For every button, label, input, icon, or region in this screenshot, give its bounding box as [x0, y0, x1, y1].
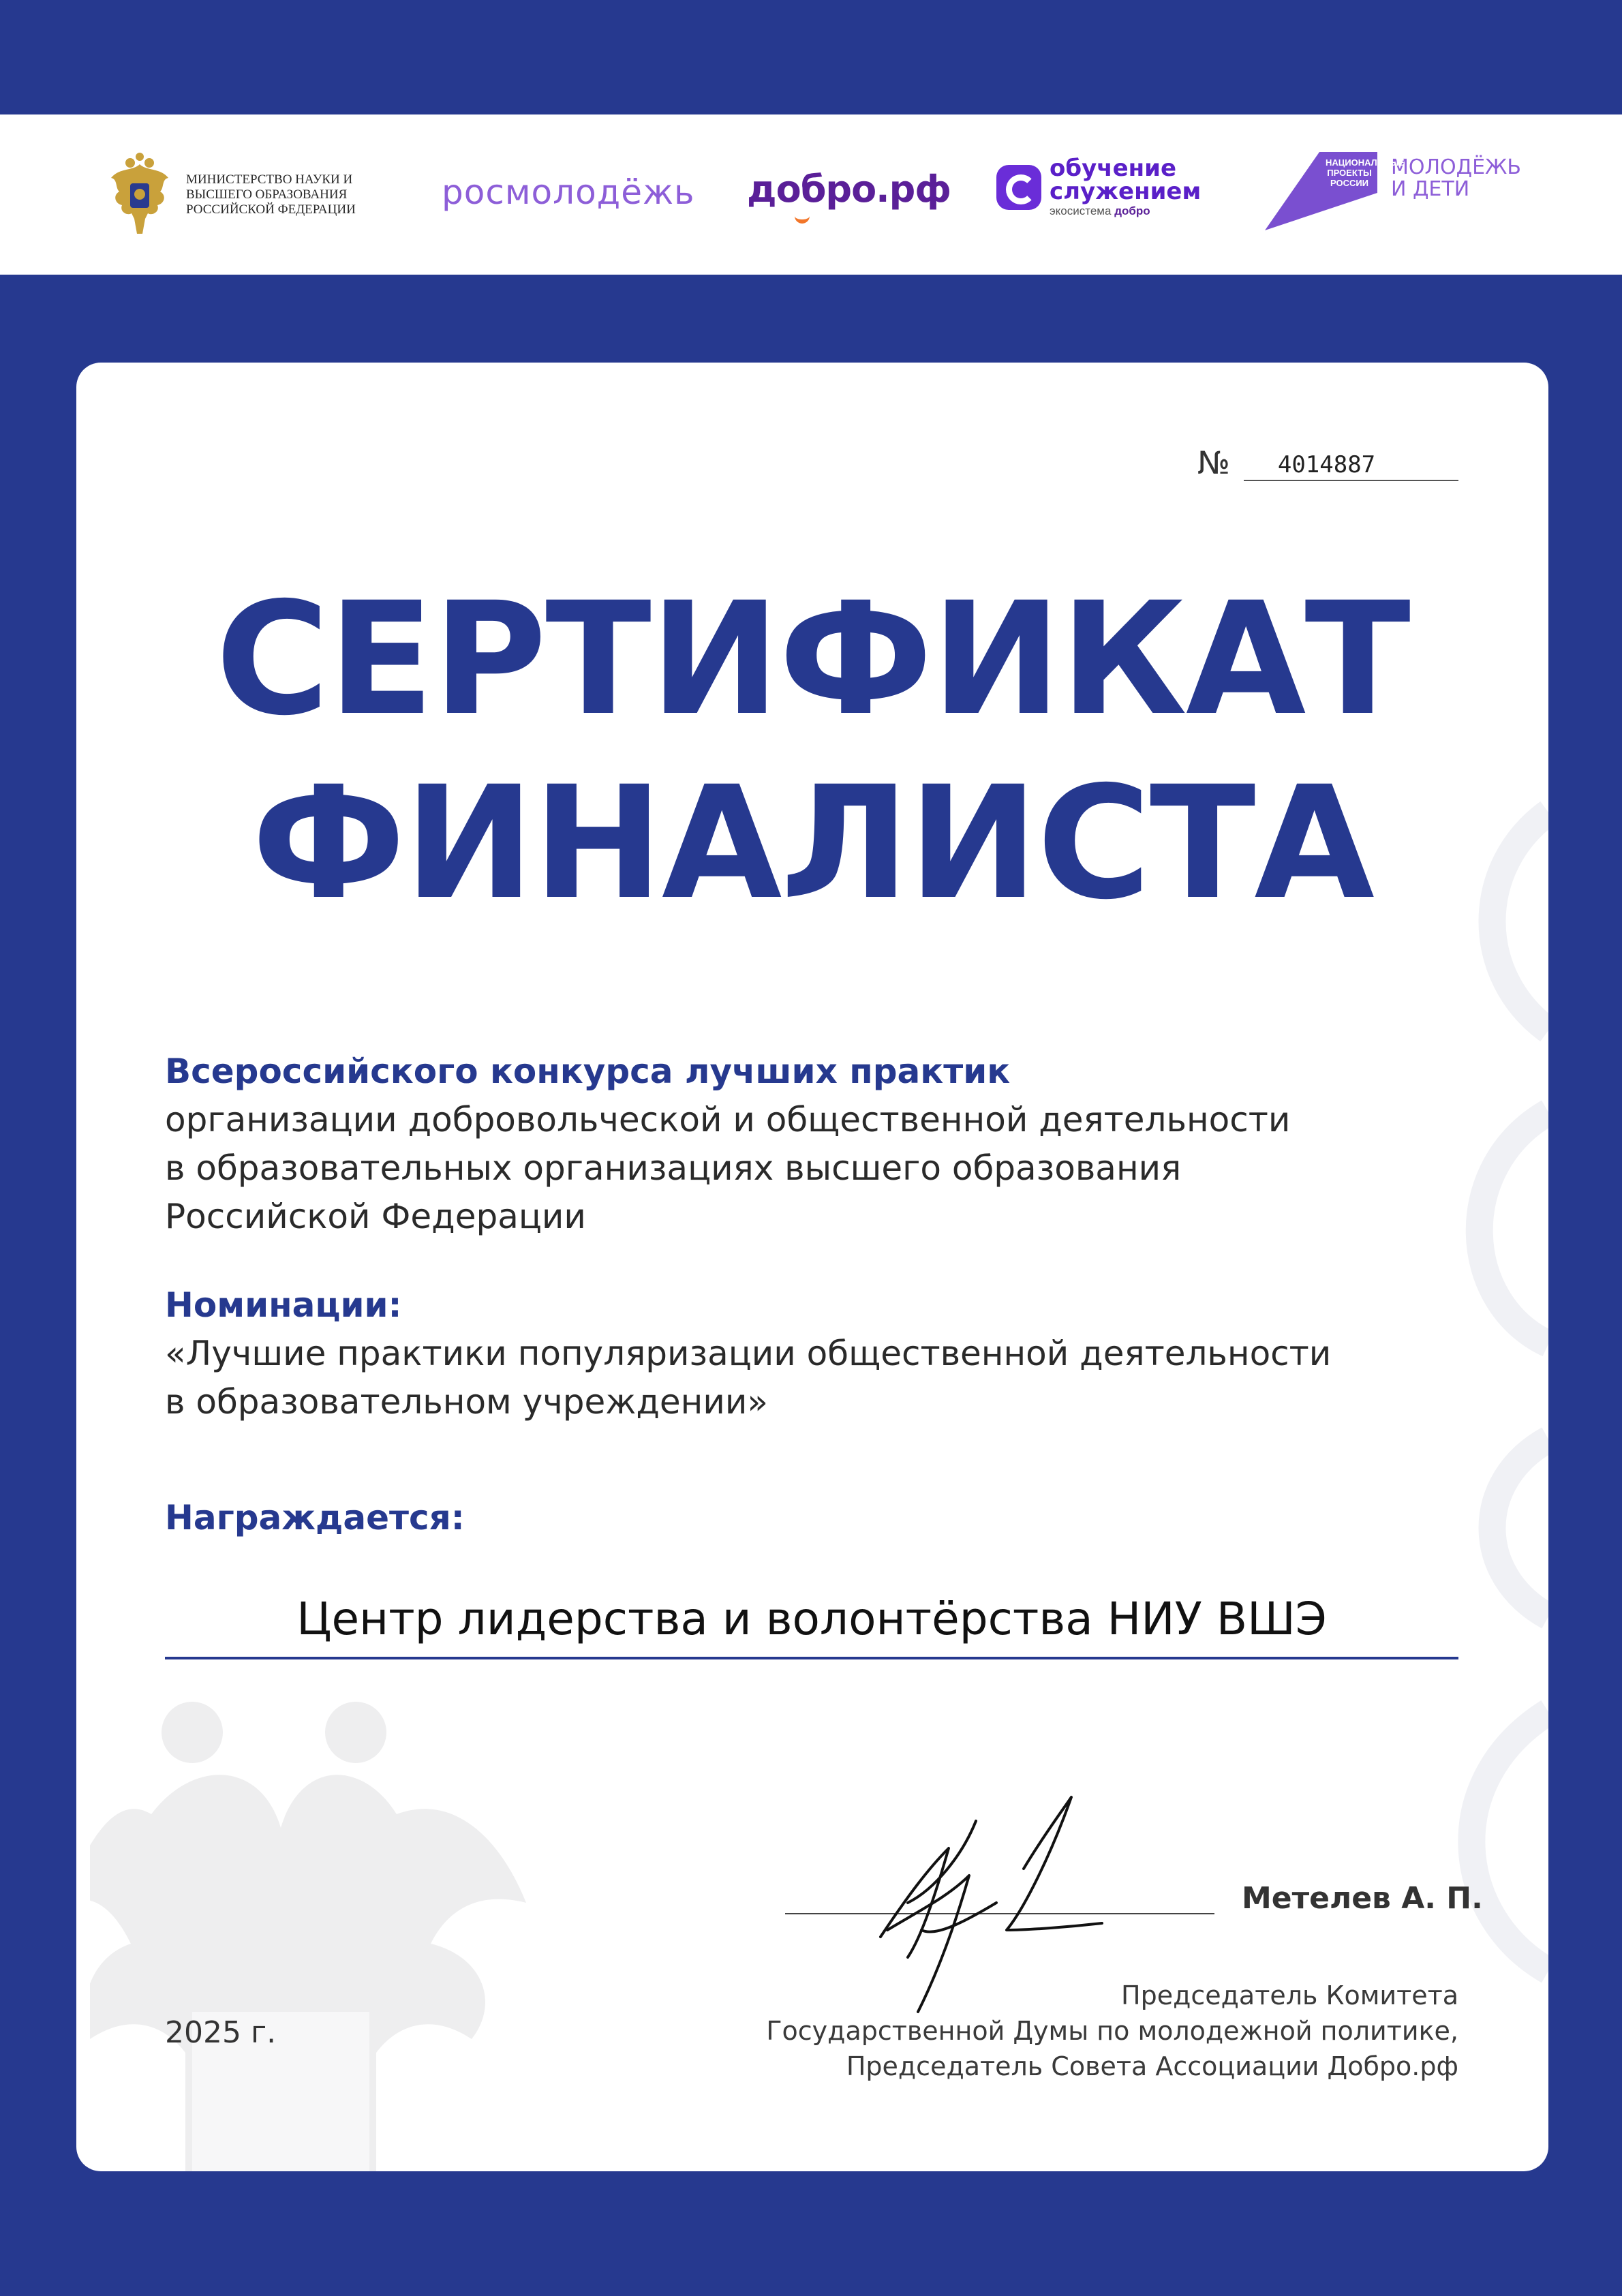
obuchenie-sub-text: экосистема [1050, 204, 1112, 217]
role-line: Председатель Комитета [1121, 1980, 1458, 2010]
awardee-name: Центр лидерства и волонтёрства НИУ ВШЭ [165, 1579, 1458, 1659]
nomination-line: в образовательном учреждении» [165, 1382, 768, 1422]
title-line1: СЕРТИФИКАТ [215, 568, 1409, 750]
logo-bar [0, 114, 1622, 275]
top-band [0, 0, 1622, 114]
nomination-heading: Номинации: [165, 1285, 402, 1325]
dobro-logo [747, 168, 951, 211]
ministry-logo [106, 149, 363, 241]
obuchenie-subtitle [1050, 204, 1201, 218]
certificate-card [76, 363, 1548, 2171]
role-line: Председатель Совета Ассоциации Добро.рф [846, 2051, 1458, 2081]
nomination-block [165, 1281, 1460, 1426]
coat-of-arms-icon [106, 151, 174, 239]
obuchenie-sub-brand: добро [1114, 204, 1150, 217]
awarded-heading: Награждается: [165, 1498, 465, 1537]
natproj-logo-icon [1265, 152, 1405, 230]
certificate-year: 2025 г. [165, 2015, 277, 2050]
signer-role [766, 1978, 1458, 2084]
contest-line: организации добровольческой и общественной деятельности [165, 1100, 1291, 1139]
natproj-text: НАЦИОНАЛЬНЫЕ ПРОЕКТЫ РОССИИ [1326, 157, 1405, 188]
contest-heading: Всероссийского конкурса лучших практик [165, 1052, 1011, 1091]
dobro-smile-icon [795, 210, 810, 224]
eagle-watermark [90, 1685, 567, 2171]
dobro-logo-text: добро.рф [747, 168, 951, 211]
contest-block [165, 1047, 1460, 1241]
nomination-line: «Лучшие практики популяризации общественной деятельности [165, 1334, 1332, 1373]
role-line: Государственной Думы по молодежной политике, [766, 2016, 1458, 2046]
ministry-name: МИНИСТЕРСТВО НАУКИ И ВЫСШЕГО ОБРАЗОВАНИЯ РОССИЙСКОЙ ФЕДЕРАЦИИ [186, 172, 356, 217]
number-value: 4014887 [1244, 451, 1458, 481]
signer-name: Метелев А. П. [1242, 1881, 1483, 1916]
awarded-block [165, 1494, 1460, 1542]
obuchenie-line2: служением [1050, 178, 1202, 205]
natproj-logo [1265, 152, 1527, 230]
contest-line: в образовательных организациях высшего образования [165, 1148, 1182, 1188]
obuchenie-logo [996, 157, 1201, 218]
number-sign: № [1197, 444, 1230, 481]
certificate-number [1197, 444, 1458, 481]
molodezh-text: МОЛОДЁЖЬ И ДЕТИ [1391, 155, 1521, 201]
rosmolodezh-logo: росмолодёжь [442, 172, 695, 212]
contest-line: Российской Федерации [165, 1197, 586, 1236]
obuchenie-logo-icon [996, 165, 1041, 210]
obuchenie-line1: обучение [1050, 155, 1177, 182]
title-line2: ФИНАЛИСТА [251, 752, 1373, 934]
